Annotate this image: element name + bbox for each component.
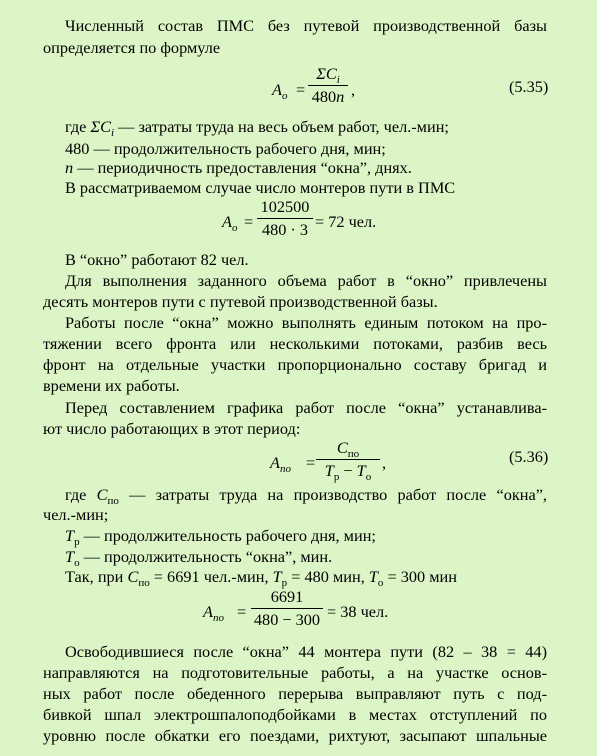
formula-equals: = bbox=[306, 453, 316, 472]
formula-comma: , bbox=[382, 453, 387, 472]
definition-line: где $C_{по}$ — затраты труда на производство работ после “окна”, bbox=[65, 485, 547, 507]
paragraph-line: уровню после обкатки его поездами, рихтуют, засыпают шпальные bbox=[43, 726, 547, 745]
definition-line: Так, при $C_{по} = 6691$ чел.-мин, $T_р = 480$ мин, $T_o = 300$ мин bbox=[65, 567, 457, 589]
paragraph-line: Работы после “окна” можно выполнять единым потоком на про- bbox=[65, 313, 547, 332]
paragraph-line: направляются на подготовительные работы, а на участке основ- bbox=[43, 663, 547, 682]
formula-lhs: $A_{по}$ bbox=[203, 602, 224, 624]
formula-fraction: 6691 480 − 300 bbox=[251, 587, 323, 630]
formula-result: = 72 чел. bbox=[315, 212, 377, 231]
paragraph-line: бивкой шпал электрошпалоподбойками в местах отступлений по bbox=[43, 705, 547, 724]
paragraph-line: времени их работы. bbox=[43, 376, 180, 395]
paragraph-line: ют число работающих в этот период: bbox=[43, 419, 301, 438]
paragraph-line: Численный состав ПМС без путевой производственной базы bbox=[65, 16, 547, 35]
paragraph-line: определяется по формуле bbox=[43, 38, 221, 57]
paragraph-line: В рассматриваемом случае число монтеров пути в ПМС bbox=[65, 178, 456, 197]
formula-fraction: 102500 480 · 3 bbox=[257, 197, 313, 240]
formula-result: = 38 чел. bbox=[327, 602, 389, 621]
equation-number: (5.36) bbox=[509, 447, 549, 466]
formula-equals: = bbox=[237, 602, 247, 621]
definition-line: n — периодичность предоставления “окна”, днях. bbox=[65, 158, 412, 177]
paragraph-line: В “окно” работают 82 чел. bbox=[65, 250, 249, 269]
formula-equals: = bbox=[244, 212, 254, 231]
formula-comma: , bbox=[351, 80, 356, 99]
definition-line: $T_р$ — продолжительность рабочего дня, мин; bbox=[65, 526, 376, 548]
paragraph-line: Для выполнения заданного объема работ в “окно” привлечены bbox=[65, 271, 547, 290]
formula-fraction: $\Sigma C_i$ 480n bbox=[308, 64, 348, 107]
paragraph-line: фронт на отдельные участки пропорционально составу бригад и bbox=[43, 355, 547, 374]
definition-line: чел.-мин; bbox=[43, 505, 109, 524]
paragraph-line: Освободившиеся после “окна” 44 монтера пути (82 – 38 = 44) bbox=[65, 642, 547, 661]
paragraph-line: тяжении всего фронта или несколькими потоками, разбив весь bbox=[43, 334, 547, 353]
definition-line: где $\Sigma C_i$ — затраты труда на весь объем работ, чел.-мин; bbox=[65, 117, 449, 139]
definition-line: $T_o$ — продолжительность “окна”, мин. bbox=[65, 547, 333, 569]
paragraph-line: десять монтеров пути с путевой производственной базы. bbox=[43, 292, 438, 311]
definition-line: 480 — продолжительность рабочего дня, мин; bbox=[65, 139, 386, 158]
formula-equals: = bbox=[296, 80, 306, 99]
formula-lhs: $A_o$ bbox=[272, 80, 288, 102]
paragraph-line: Перед составлением графика работ после “окна” устанавлива- bbox=[65, 398, 547, 417]
equation-number: (5.35) bbox=[509, 77, 549, 96]
formula-fraction: $C_{по}$ $T_р - T_о$ bbox=[316, 438, 380, 481]
formula-lhs: $A_o$ bbox=[222, 212, 238, 234]
paragraph-line: ных работ после обеденного перерыва выправляют путь с под- bbox=[43, 684, 547, 703]
formula-lhs: $A_{по}$ bbox=[270, 453, 291, 475]
